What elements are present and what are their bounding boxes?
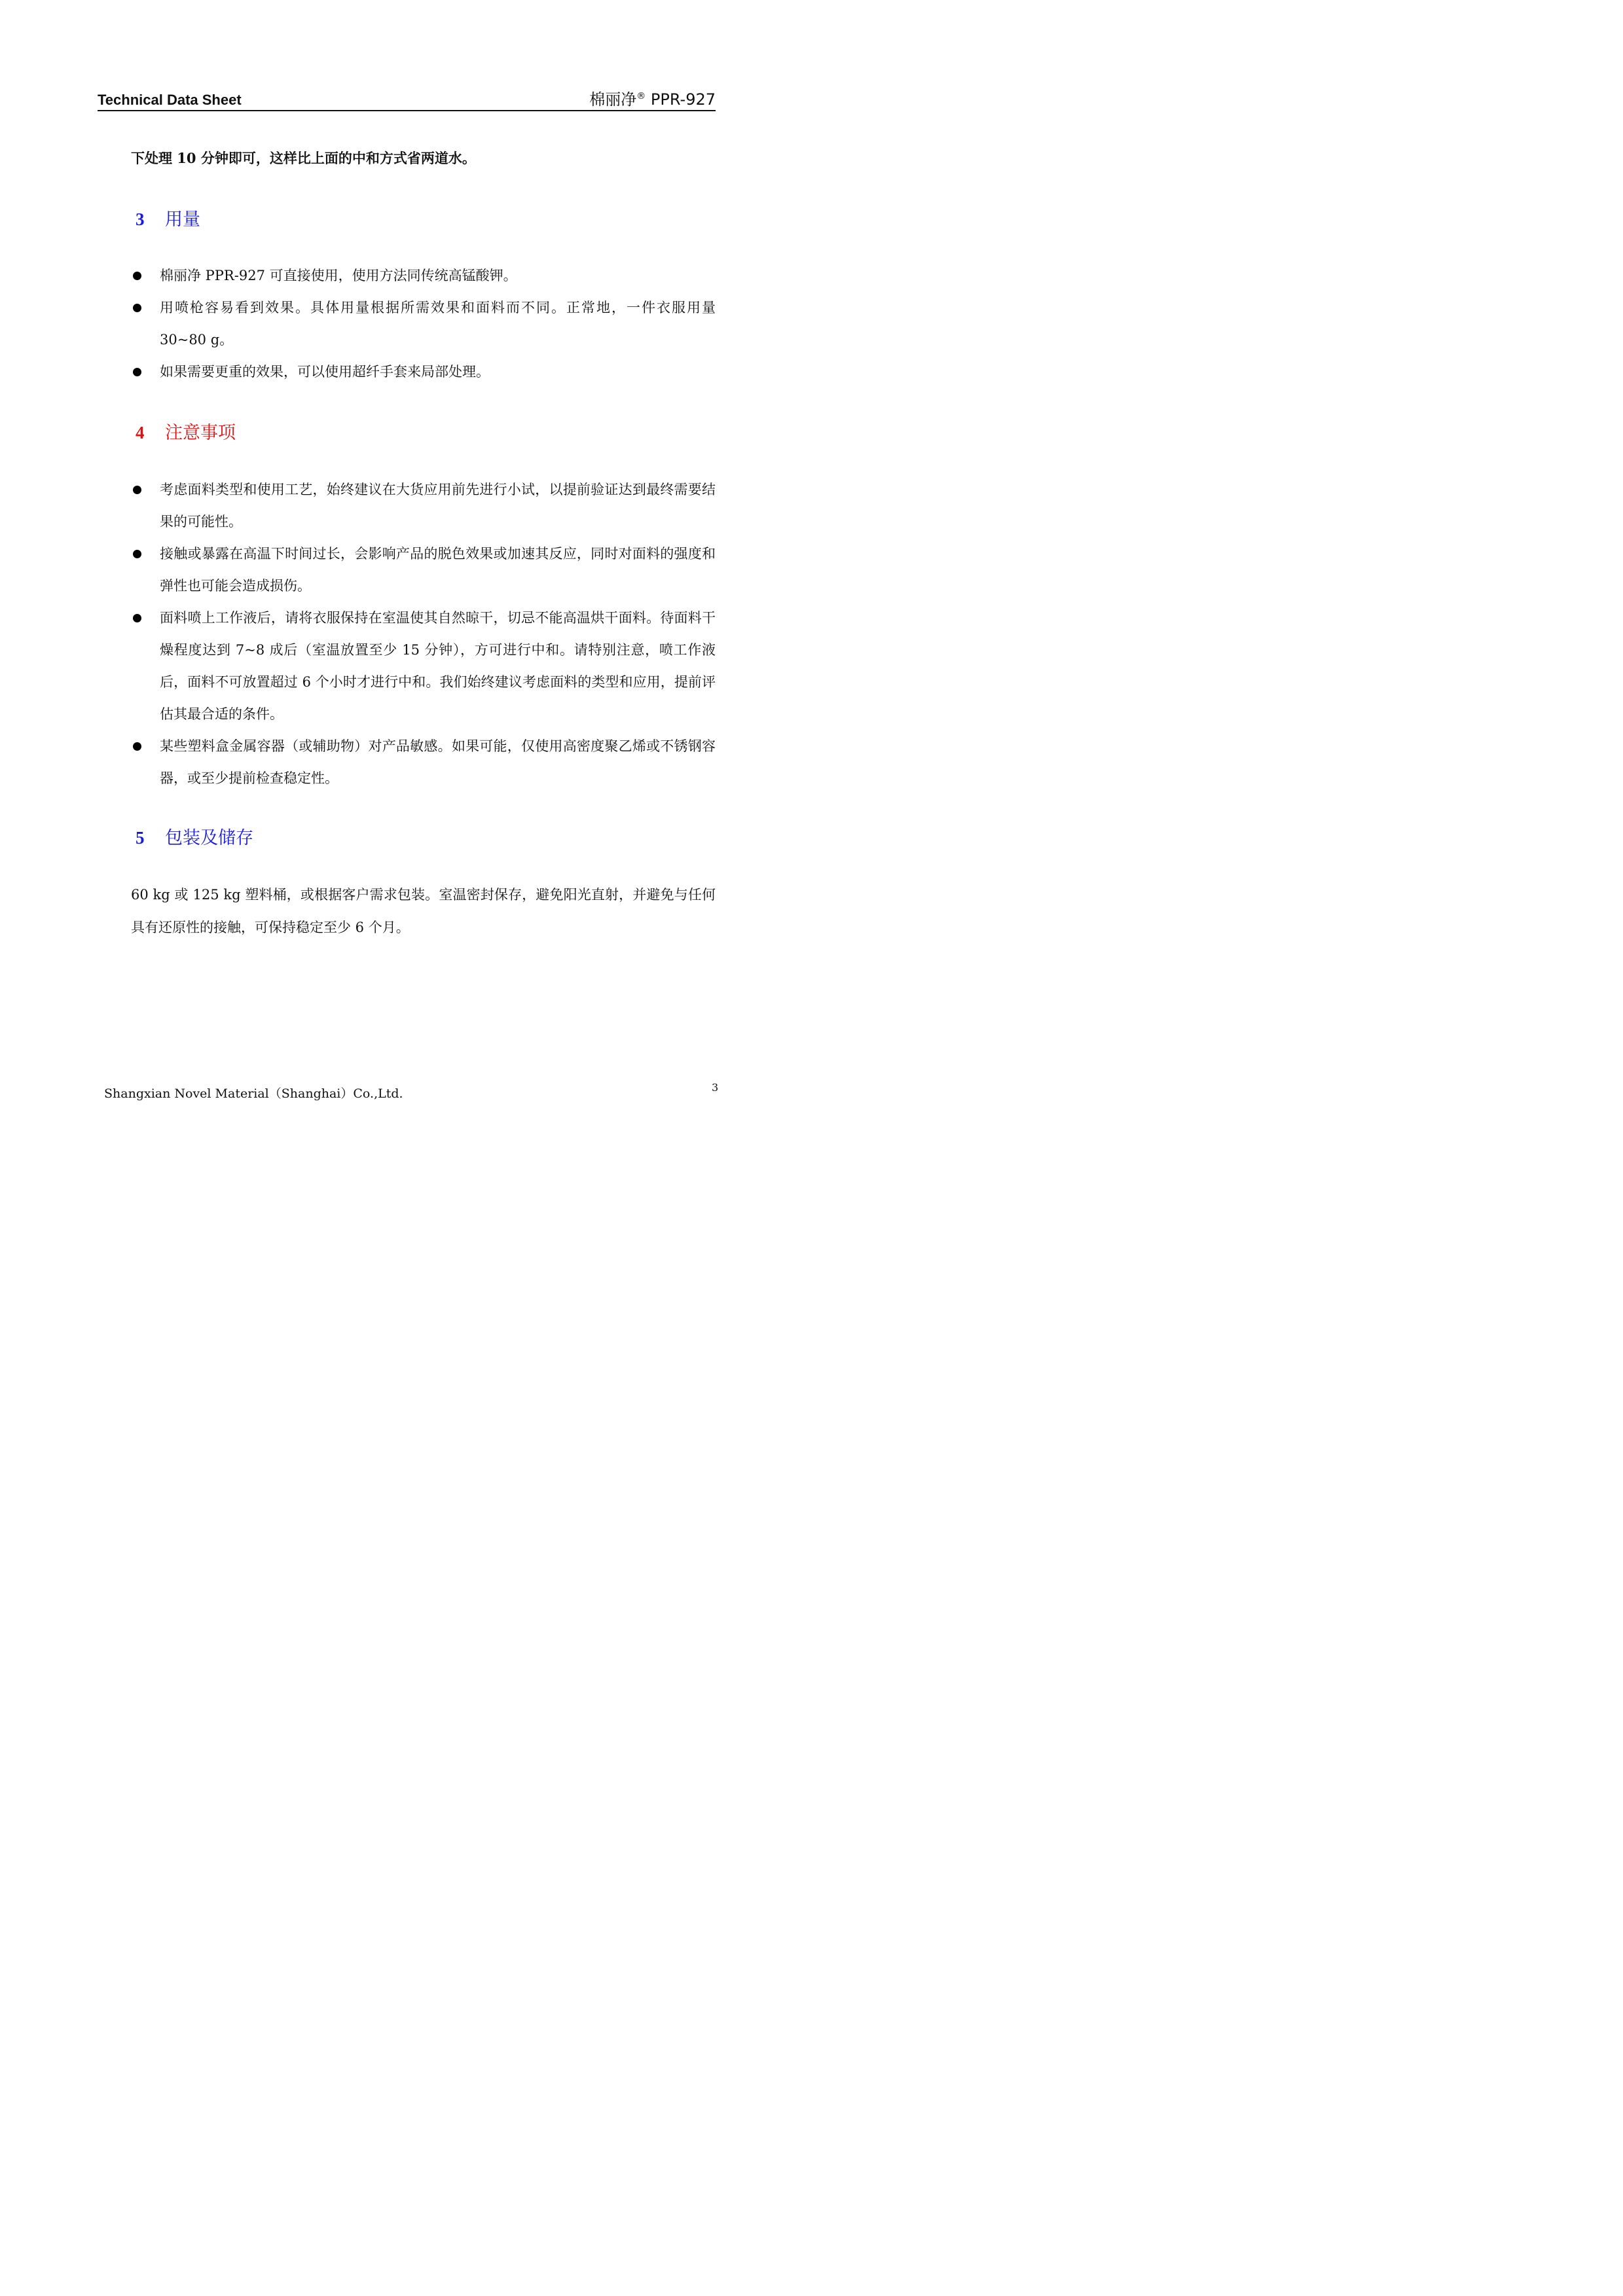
list-item-text: 用喷枪容易看到效果。具体用量根据所需效果和面料而不同。正常地，一件衣服用量 30~80 g。 — [160, 300, 716, 348]
section-number: 5 — [136, 828, 145, 848]
section-title: 包装及储存 — [165, 828, 253, 848]
section-heading-packaging-storage — [136, 823, 253, 849]
dosage-list — [131, 260, 716, 388]
section-heading-dosage — [136, 205, 200, 230]
bullet-dot-icon — [133, 304, 141, 312]
bullet-dot-icon — [133, 486, 141, 494]
product-name — [589, 86, 716, 109]
list-item-text: 某些塑料盒金属容器（或辅助物）对产品敏感。如果可能，仅使用高密度聚乙烯或不锈钢容器，或至少提前检查稳定性。 — [160, 738, 716, 786]
intro-text: 下处理 10 分钟即可，这样比上面的中和方式省两道水。 — [131, 150, 476, 166]
precautions-list — [131, 474, 716, 795]
bullet-dot-icon — [133, 368, 141, 376]
page-header — [98, 88, 716, 111]
packaging-paragraph: 60 kg 或 125 kg 塑料桶，或根据客户需求包装。室温密封保存，避免阳光直射，并避免与任何具有还原性的接触，可保持稳定至少 6 个月。 — [131, 887, 716, 935]
list-item — [131, 292, 716, 356]
list-item-text: 如果需要更重的效果，可以使用超纤手套来局部处理。 — [160, 364, 490, 380]
page-number: 3 — [712, 1081, 719, 1094]
list-item-text: 接触或暴露在高温下时间过长，会影响产品的脱色效果或加速其反应，同时对面料的强度和弹性也可能会造成损伤。 — [160, 546, 716, 594]
bullet-dot-icon — [133, 550, 141, 558]
list-item — [131, 356, 716, 388]
footer-company-name: Shangxian Novel Material（Shanghai）Co.,Ltd. — [104, 1086, 403, 1101]
section-title: 注意事项 — [165, 423, 236, 443]
document-type-label: Technical Data Sheet — [98, 92, 242, 108]
product-code: PPR-927 — [646, 90, 716, 109]
brand-name: 棉丽净 — [589, 90, 637, 109]
section-title: 用量 — [165, 209, 200, 230]
bullet-dot-icon — [133, 742, 141, 751]
registered-mark: ® — [636, 91, 646, 101]
list-item — [131, 730, 716, 795]
list-item — [131, 260, 716, 292]
section-heading-precautions — [136, 418, 236, 444]
section-number: 3 — [136, 209, 145, 229]
list-item-text: 考虑面料类型和使用工艺，始终建议在大货应用前先进行小试，以提前验证达到最终需要结果的可能性。 — [160, 482, 716, 529]
section-number: 4 — [136, 423, 145, 442]
list-item-text: 棉丽净 PPR-927 可直接使用，使用方法同传统高锰酸钾。 — [160, 268, 517, 283]
list-item — [131, 474, 716, 538]
bullet-dot-icon — [133, 614, 141, 622]
bullet-dot-icon — [133, 272, 141, 280]
list-item — [131, 602, 716, 730]
list-item — [131, 538, 716, 602]
list-item-text: 面料喷上工作液后，请将衣服保持在室温使其自然晾干，切忌不能高温烘干面料。待面料干燥程度达到 7~8 成后（室温放置至少 15 分钟），方可进行中和。请特别注意，喷工作液后，面料不可放置超过 6 个小时才进行中和。我们始终建议考虑面料的类型和应用，提前评估其最合适的条件。 — [160, 610, 716, 722]
